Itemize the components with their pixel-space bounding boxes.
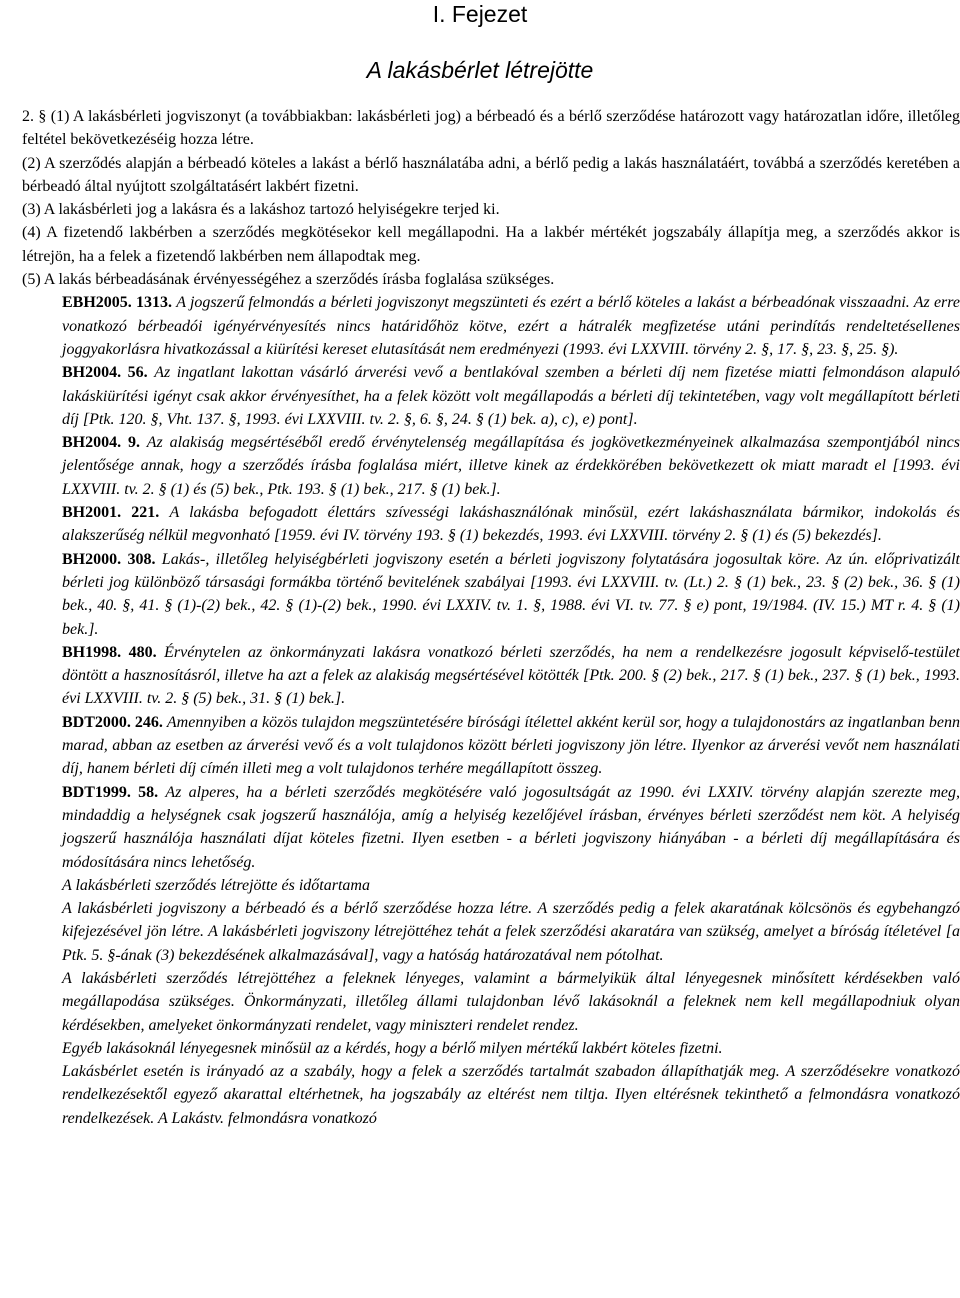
court-decision <box>0 641 960 711</box>
decision-reference: BH2004. 9. <box>62 434 140 452</box>
section-paragraph-1: 2. § (1) A lakásbérleti jogviszonyt (a továbbiakban: lakásbérleti jog) a bérbeadó és a bérlő szerződése határozott vagy határozatlan időre, illetőleg feltétel bekövetkezéséig hozza létre. <box>22 108 960 149</box>
decision-summary: Az alperes, ha a bérleti szerződés megkötésére való jogosultságát az 1990. évi LXXIV. törvény alapján szerezte meg, mindaddig a helységnek csak jogszerű használója, amíg a helyiség kezelőjével írásban, érvényes bérleti szerződést nem köt. A helyiség jogszerű használója használati díjat köteles fizetni. Ilyen esetben - a bérleti jogviszony hiányában - a bérleti díj megállapítására és módosítására nincs lehetőség. <box>62 783 960 871</box>
section-paragraph-4: (4) A fizetendő lakbérben a szerződés megkötésekor kell megállapodni. Ha a lakbér mértékét jogszabály állapítja meg, a szerződés akkor is létrejön, ha a felek a fizetendő lakbérben nem állapodtak meg. <box>22 224 960 265</box>
decision-summary: A jogszerű felmondás a bérleti jogviszonyt megszünteti és ezért a bérlő köteles a lakást a bérbeadónak visszaadni. Az erre vonatkozó bérbeadói igényérvényesítés nincs határidőhöz kötve, ezért a hátralék megfizetése utáni perindítás rendeltetésellenes joggyakorlásra hivatkozással a kiürítési kereset elutasítását nem eredményezi (1993. évi LXXVIII. törvény 2. §, 17. §, 23. §, 25. §). <box>62 294 960 358</box>
decision-summary: Érvénytelen az önkormányzati lakásra vonatkozó bérleti szerződés, ha nem a rendelkezésre jogosult képviselő-testület döntött a hasznosításról, illetve ha azt a felek az alakiság megsértésével kötötték [Ptk. 200. § (2) bek., 217. § (1) bek., 237. § (1) bek., 1993. évi LXXVIII. tv. 2. § (5) bek., 31. § (1) bek.]. <box>62 643 960 708</box>
court-decision <box>0 361 960 431</box>
court-decision <box>0 501 960 548</box>
decision-reference: EBH2005. 1313. <box>62 294 173 312</box>
section-paragraph-5: (5) A lakás bérbeadásának érvényességéhez a szerződés írásba foglalása szükséges. <box>22 271 555 289</box>
decision-reference: BDT2000. 246. <box>62 713 163 731</box>
decision-reference: BDT1999. 58. <box>62 783 159 801</box>
chapter-heading: I. Fejezet <box>432 1 528 27</box>
commentary-paragraph-2: A lakásbérleti szerződés létrejöttéhez a feleknek lényeges, valamint a bármelyikük által lényegesnek minősített kérdésekben való megállapodása szükséges. Önkormányzati, illetőleg állami tulajdonban lévő lakásoknál a feleknek nem kell megállapodniuk olyan kérdésekben, amelyeket önkormányzati rendelet, vagy miniszteri rendelet rendez. <box>62 969 960 1034</box>
decision-reference: BH2004. 56. <box>62 364 148 382</box>
commentary-paragraph-3: Egyéb lakásoknál lényegesnek minősül az a kérdés, hogy a bérlő milyen mértékű lakbért köteles fizetni. <box>62 1039 723 1057</box>
decision-reference: BH2001. 221. <box>62 504 160 522</box>
commentary-paragraph-1: A lakásbérleti jogviszony a bérbeadó és a bérlő szerződése hozza létre. A szerződés pedig a felek akaratának kölcsönös és egybehangzó kifejezésével jön létre. A lakásbérleti jogviszony létrejöttéhez tehát a felek szerződési akaratára van szükség, amelyet a bíróság ítéletével [a Ptk. 5. §-ának (3) bekezdésének alkalmazásával], vagy a hatóság határozatával nem pótolhat. <box>62 900 960 964</box>
commentary-heading: A lakásbérleti szerződés létrejötte és időtartama <box>62 876 370 894</box>
decision-reference: BH2000. 308. <box>62 550 156 568</box>
decision-summary: Az alakiság megsértéséből eredő érvénytelenség megállapítása és jogkövetkezményeinek alkalmazása szempontjából nincs jelentősége annak, hogy a szerződés írásba foglalása miért, illetve kinek az érdekkörében bekövetkezett ok miatt maradt el [1993. évi LXXVIII. tv. 2. § (1) és (5) bek., Ptk. 193. § (1) bek., 217. § (1) bek.]. <box>62 434 960 498</box>
chapter-title: A lakásbérlet létrejötte <box>366 57 594 83</box>
court-decision <box>0 291 960 361</box>
decision-summary: Az ingatlant lakottan vásárló árverési vevő a bentlakóval szemben a bérleti díj nem fizetése miatti felmondáson alapuló lakáskiürítési igényt csak akkor érvényesíthet, ha a felek között volt megállapodás a bérleti díj tekintetében, vagy volt megállapított bérleti díj [Ptk. 120. §, Vht. 137. §, 1993. évi LXXVIII. tv. 2. §, 6. §, 24. § (1) bek. a), c), e) pont]. <box>62 364 960 428</box>
commentary-paragraph-4: Lakásbérlet esetén is irányadó az a szabály, hogy a felek a szerződés tartalmát szabadon állapíthatják meg. A szerződésekre vonatkozó rendelkezésektől egyező akarattal eltérhetnek, ha jogszabály az eltérést nem tiltja. Ilyen eltérésnek tekinthető a felmondásra vonatkozó rendelkezések. A Lakástv. felmondásra vonatkozó <box>62 1063 960 1127</box>
document-body <box>0 105 960 1130</box>
section-paragraph-2: (2) A szerződés alapján a bérbeadó köteles a lakást a bérlő használatába adni, a bérlő pedig a lakás használatáért, továbbá a szerződés keretében a bérbeadó által nyújtott szolgáltatásért lakbért fizetni. <box>22 154 960 195</box>
section-paragraph-3: (3) A lakásbérleti jog a lakásra és a lakáshoz tartozó helyiségekre terjed ki. <box>22 201 500 219</box>
decision-reference: BH1998. 480. <box>62 643 157 661</box>
court-decision <box>0 781 960 874</box>
decision-summary: Amennyiben a közös tulajdon megszüntetésére bírósági ítélettel akként kerül sor, hogy a tulajdonostárs az ingatlanban benn marad, abban az esetben az árverési vevő és a volt tulajdonos között bérleti jogviszony jön létre. Ilyenkor az árverési vevőt nem használati díj, hanem bérleti díj címén illeti meg a volt tulajdonos terhére megállapított összeg. <box>62 713 960 778</box>
court-decision <box>0 711 960 781</box>
court-decision <box>0 431 960 501</box>
decision-summary: Lakás-, illetőleg helyiségbérleti jogviszony esetén a bérleti jogviszony folytatására jogosultak köre. Az ún. előprivatizált bérleti jog különböző társasági formákba történő bevitelének szabályai [1993. évi LXXVIII. tv. (Lt.) 2. § (1) bek., 23. § (2) bek., 36. § (1) bek., 40. §, 41. § (1)-(2) bek., 42. § (1)-(2) bek., 1990. évi LXXIV. tv. 1. §, 1988. évi VI. tv. 77. § e) pont, 19/1984. (IV. 15.) MT r. 4. § (1) bek.]. <box>62 550 960 638</box>
decision-summary: A lakásba befogadott élettárs szívességi lakáshasználónak minősül, ezért lakáshasználata bármikor, indokolás és alakszerűség nélkül megvonható [1959. évi IV. törvény 193. § (1) bekezdés, 1993. évi LXXVIII. törvény 2. § (1) és (5) bekezdés]. <box>62 504 960 545</box>
court-decision <box>0 548 960 641</box>
